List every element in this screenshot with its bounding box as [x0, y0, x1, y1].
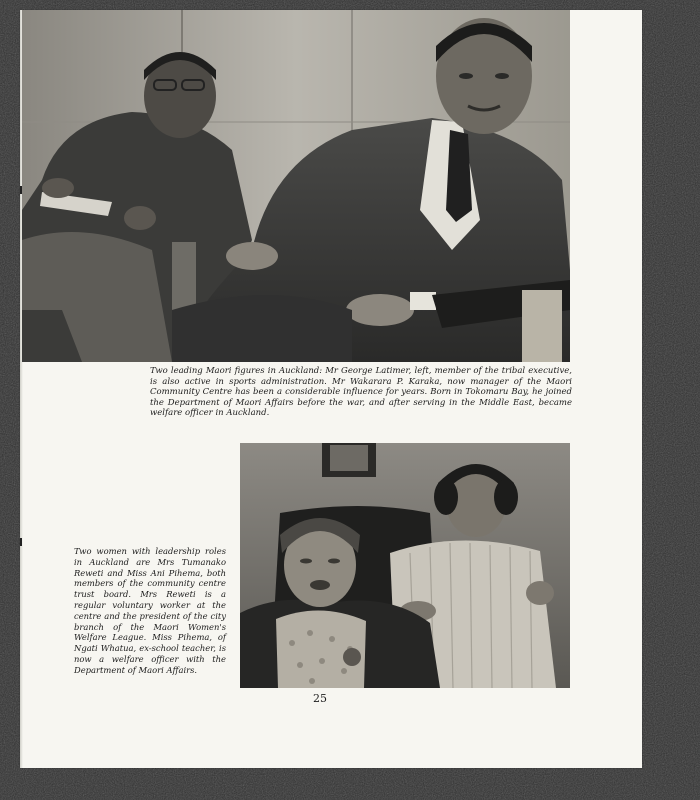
photo-caption-bottom: Two women with leadership roles in Auckland are Mrs Tumanako Reweti and Miss Ani Pihema, both members of the community centre trust board. Mrs Reweti is a regular voluntary worker at the centre and the president of the city branch of the Maori Women's Welfare League. Miss Pihema, of Ngati Whatua, ex-school teacher, is now a welfare officer with the Department of Maori Affairs.: [74, 546, 226, 675]
binding-mark: [20, 538, 22, 546]
page-number: 25: [313, 692, 327, 705]
photo-caption-top: Two leading Maori figures in Auckland: Mr George Latimer, left, member of the tribal executive, is also active in sports administration. Mr Wakarara P. Karaka, now manager of the Maori Community Centre has been a considerable influence for years. Born in Tokomaru Bay, he joined the Department of Maori Affairs before the war, and after serving in the Middle East, became welfare officer in Auckland.: [150, 366, 572, 418]
photo-two-men-seated: [22, 10, 570, 362]
photo-two-women: [240, 443, 570, 688]
